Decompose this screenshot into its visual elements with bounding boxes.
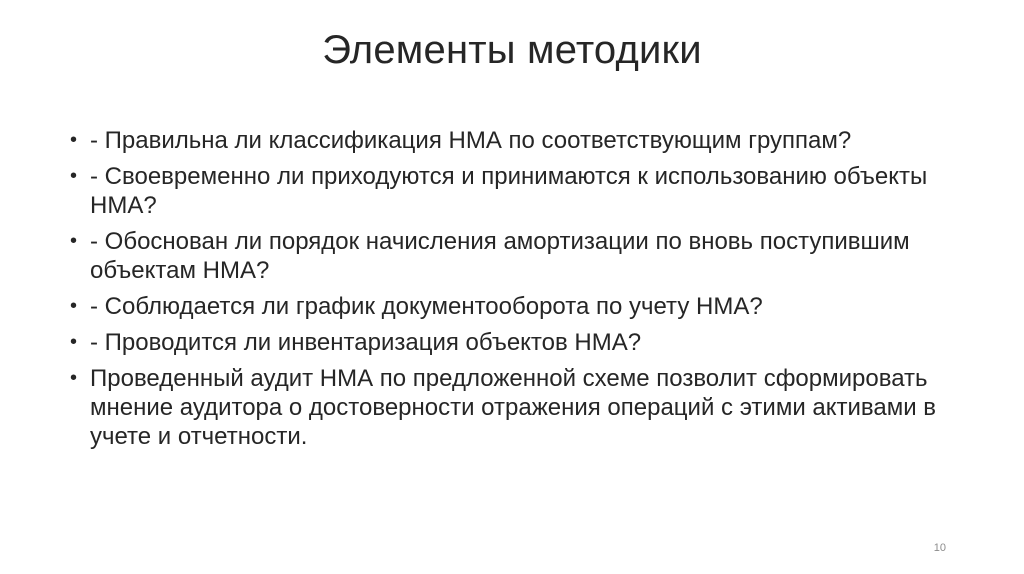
bullet-text: - Соблюдается ли график документооборота по учету НМА? xyxy=(90,293,763,320)
bullet-text: Проведенный аудит НМА по предложенной схеме позволит сформировать мнение аудитора о достоверности отражения операций с этими активами в учете и отчетности. xyxy=(90,365,937,450)
page-number: 10 xyxy=(933,542,946,554)
bullet-item-1 xyxy=(70,126,970,155)
bullet-text: - Своевременно ли приходуются и принимаются к использованию объекты НМА? xyxy=(90,163,928,219)
bullet-marker: • xyxy=(70,165,78,187)
bullet-item-4 xyxy=(70,292,970,321)
bullet-item-5 xyxy=(70,328,970,357)
bullet-item-2 xyxy=(70,162,970,220)
bullet-marker: • xyxy=(70,367,78,389)
bullet-marker: • xyxy=(70,129,78,151)
slide-title: Элементы методики xyxy=(322,28,702,72)
bullet-marker: • xyxy=(70,331,78,353)
bullet-text: - Обоснован ли порядок начисления амортизации по вновь поступившим объектам НМА? xyxy=(90,228,910,284)
bullet-item-3 xyxy=(70,227,970,285)
bullet-text: - Правильна ли классификация НМА по соответствующим группам? xyxy=(90,127,852,154)
bullet-item-6 xyxy=(70,364,970,451)
bullet-list xyxy=(70,126,970,458)
bullet-marker: • xyxy=(70,295,78,317)
bullet-marker: • xyxy=(70,230,78,252)
bullet-text: - Проводится ли инвентаризация объектов НМА? xyxy=(90,329,642,356)
